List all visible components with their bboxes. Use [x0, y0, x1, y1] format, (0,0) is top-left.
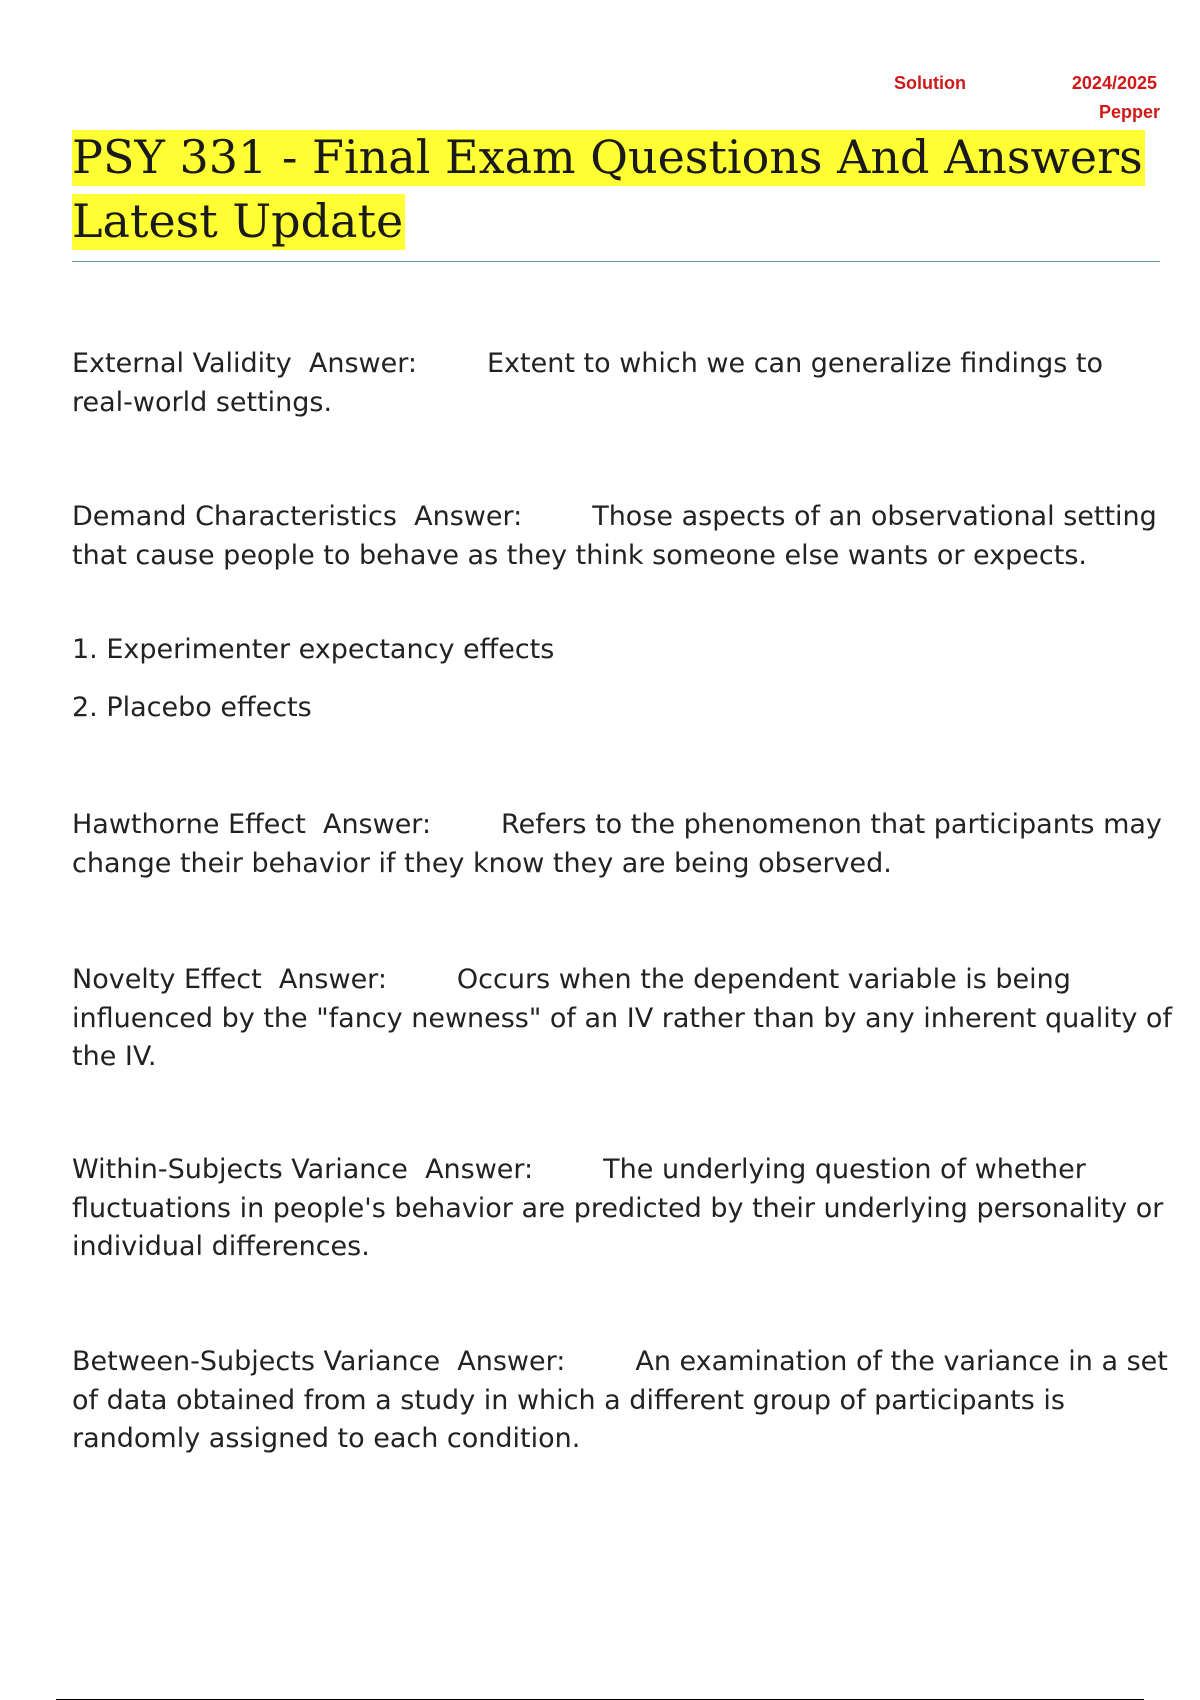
entry-answer-rest: influenced by the "fancy newness" of an IV rather than by any inherent quality of the IV.	[72, 1002, 1172, 1072]
solution-label: Solution	[894, 73, 966, 93]
entry-term: Demand Characteristics	[72, 501, 397, 532]
entry-answer-first: Refers to the phenomenon that participants	[501, 809, 1095, 840]
entry-answer-first: The underlying question of whether	[603, 1154, 1086, 1185]
entry-answer-rest: real-world settings.	[72, 386, 333, 418]
answer-label: Answer:	[425, 1154, 534, 1185]
title-block	[72, 125, 1160, 262]
entry-answer-first: Occurs when the dependent variable is being	[456, 964, 1071, 995]
header-meta	[860, 73, 1160, 133]
entry-term: Within-Subjects Variance	[72, 1154, 408, 1185]
entry-term: External Validity	[72, 348, 292, 379]
author-label: Pepper	[1098, 102, 1160, 122]
answer-label: Answer:	[308, 348, 417, 379]
answer-label: Answer:	[457, 1346, 566, 1377]
entry-answer-rest: may change their behavior if they know they are being observed.	[72, 809, 1162, 879]
answer-label: Answer:	[414, 501, 523, 532]
page-title	[72, 125, 1160, 253]
entry-answer-rest: setting that cause people to behave as they think someone else wants or expects.	[72, 501, 1157, 571]
year-label: 2024/2025	[1071, 73, 1157, 93]
entry-answer-rest: fluctuations in people's behavior are predicted by their underlying personality or individual differences.	[72, 1192, 1164, 1262]
entry-term: Hawthorne Effect	[72, 809, 306, 840]
list-item: 2. Placebo effects	[72, 692, 312, 723]
title-line-1: PSY 331 - Final Exam Questions And Answers	[72, 130, 1143, 184]
qa-entry	[72, 345, 1172, 422]
answer-label: Answer:	[278, 964, 387, 995]
entry-answer-rest: a set of data obtained from a study in which a different group of participants is randomly assigned to each condition.	[72, 1346, 1168, 1454]
title-line-2: Latest Update	[72, 194, 404, 248]
qa-entry	[72, 806, 1172, 883]
list-item: 1. Experimenter expectancy effects	[72, 634, 555, 665]
entry-term: Novelty Effect	[72, 964, 262, 995]
entry-answer-first: Extent to which we can generalize findings to	[486, 348, 1104, 379]
qa-entry	[72, 1151, 1172, 1267]
entry-answer-first: An examination of the variance in	[635, 1346, 1093, 1377]
qa-entry	[72, 1343, 1172, 1459]
entry-term: Between-Subjects Variance	[72, 1346, 441, 1377]
qa-entry	[72, 961, 1172, 1077]
answer-label: Answer:	[322, 809, 432, 840]
entry-answer-first: Those aspects of an observational	[592, 501, 1055, 532]
qa-entry	[72, 498, 1172, 575]
